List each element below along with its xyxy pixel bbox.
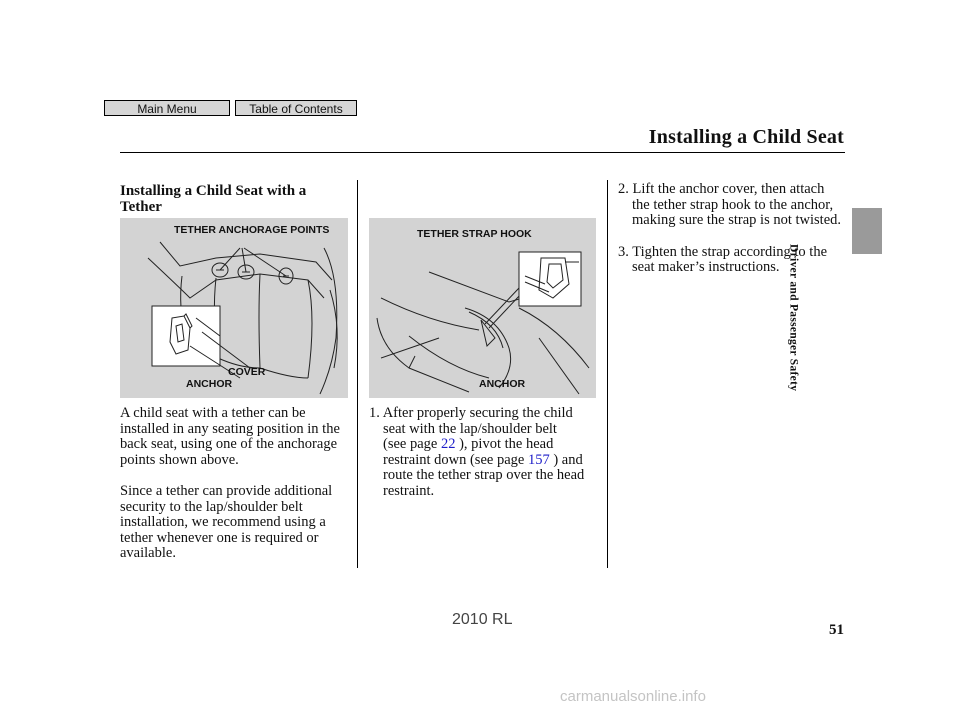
instruction-step bbox=[618, 245, 844, 276]
paragraph: A child seat with a tether can be installed in any seating position in the back seat, using one of the anchorage points shown above. bbox=[120, 405, 340, 468]
tether-strap-hook-illustration bbox=[369, 218, 596, 398]
page-number: 51 bbox=[829, 622, 844, 638]
section-title: Installing a Child Seat bbox=[648, 126, 844, 148]
header-rule bbox=[120, 152, 845, 153]
figure-label-cover: COVER bbox=[228, 366, 266, 378]
sidebar-label-text: Driver and Passenger Safety bbox=[787, 244, 800, 392]
step-text-continued bbox=[369, 422, 601, 500]
step-text: (see page bbox=[383, 436, 438, 452]
watermark: carmanualsonline.info bbox=[560, 688, 706, 705]
tether-routing-drawing bbox=[369, 218, 596, 398]
figure-label-strap-hook: TETHER STRAP HOOK bbox=[417, 228, 532, 240]
page-link-157[interactable]: 157 bbox=[527, 451, 550, 468]
step-text: Lift the anchor cover, then attach bbox=[632, 181, 825, 197]
step-number: 1. bbox=[369, 405, 380, 421]
instruction-step bbox=[618, 182, 844, 229]
table-of-contents-button[interactable]: Table of Contents bbox=[235, 100, 357, 116]
step-number: 3. bbox=[618, 243, 629, 260]
step-text-continued: the tether strap hook to the anchor, making sure the strap is not twisted. bbox=[632, 196, 842, 228]
model-label: 2010 RL bbox=[452, 611, 513, 628]
step-text: ), pivot the head restraint down (see page bbox=[383, 436, 554, 468]
sidebar-tab bbox=[852, 208, 882, 254]
step-text: ) and route the tether strap over the head restraint. bbox=[383, 451, 585, 499]
subheading: Installing a Child Seat with a Tether bbox=[120, 183, 307, 215]
figure-label-anchor: ANCHOR bbox=[479, 378, 526, 390]
step-text: After properly securing the child bbox=[382, 405, 573, 421]
step-number: 2. bbox=[618, 181, 629, 197]
right-column-text bbox=[618, 182, 844, 292]
main-menu-button[interactable]: Main Menu bbox=[104, 100, 230, 116]
paragraph: Since a tether can provide additional security to the lap/shoulder belt installation, we recommend using a tether whenever one is required or available. bbox=[120, 483, 333, 561]
step-text-continued: seat maker’s instructions. bbox=[632, 259, 780, 275]
hook-inset bbox=[519, 252, 581, 306]
tether-anchorage-illustration bbox=[120, 218, 348, 398]
step-text: Tighten the strap according to the bbox=[632, 243, 828, 260]
instruction-step bbox=[369, 406, 601, 499]
page-link-22[interactable]: 22 bbox=[440, 436, 456, 452]
column-divider bbox=[607, 180, 608, 568]
step-text: seat with the lap/shoulder belt bbox=[383, 420, 557, 437]
left-column-text bbox=[120, 406, 352, 578]
column-divider bbox=[357, 180, 358, 568]
figure-label-anchorage-points: TETHER ANCHORAGE POINTS bbox=[174, 224, 330, 236]
figure-label-anchor: ANCHOR bbox=[186, 378, 233, 390]
middle-column-text bbox=[369, 406, 601, 515]
